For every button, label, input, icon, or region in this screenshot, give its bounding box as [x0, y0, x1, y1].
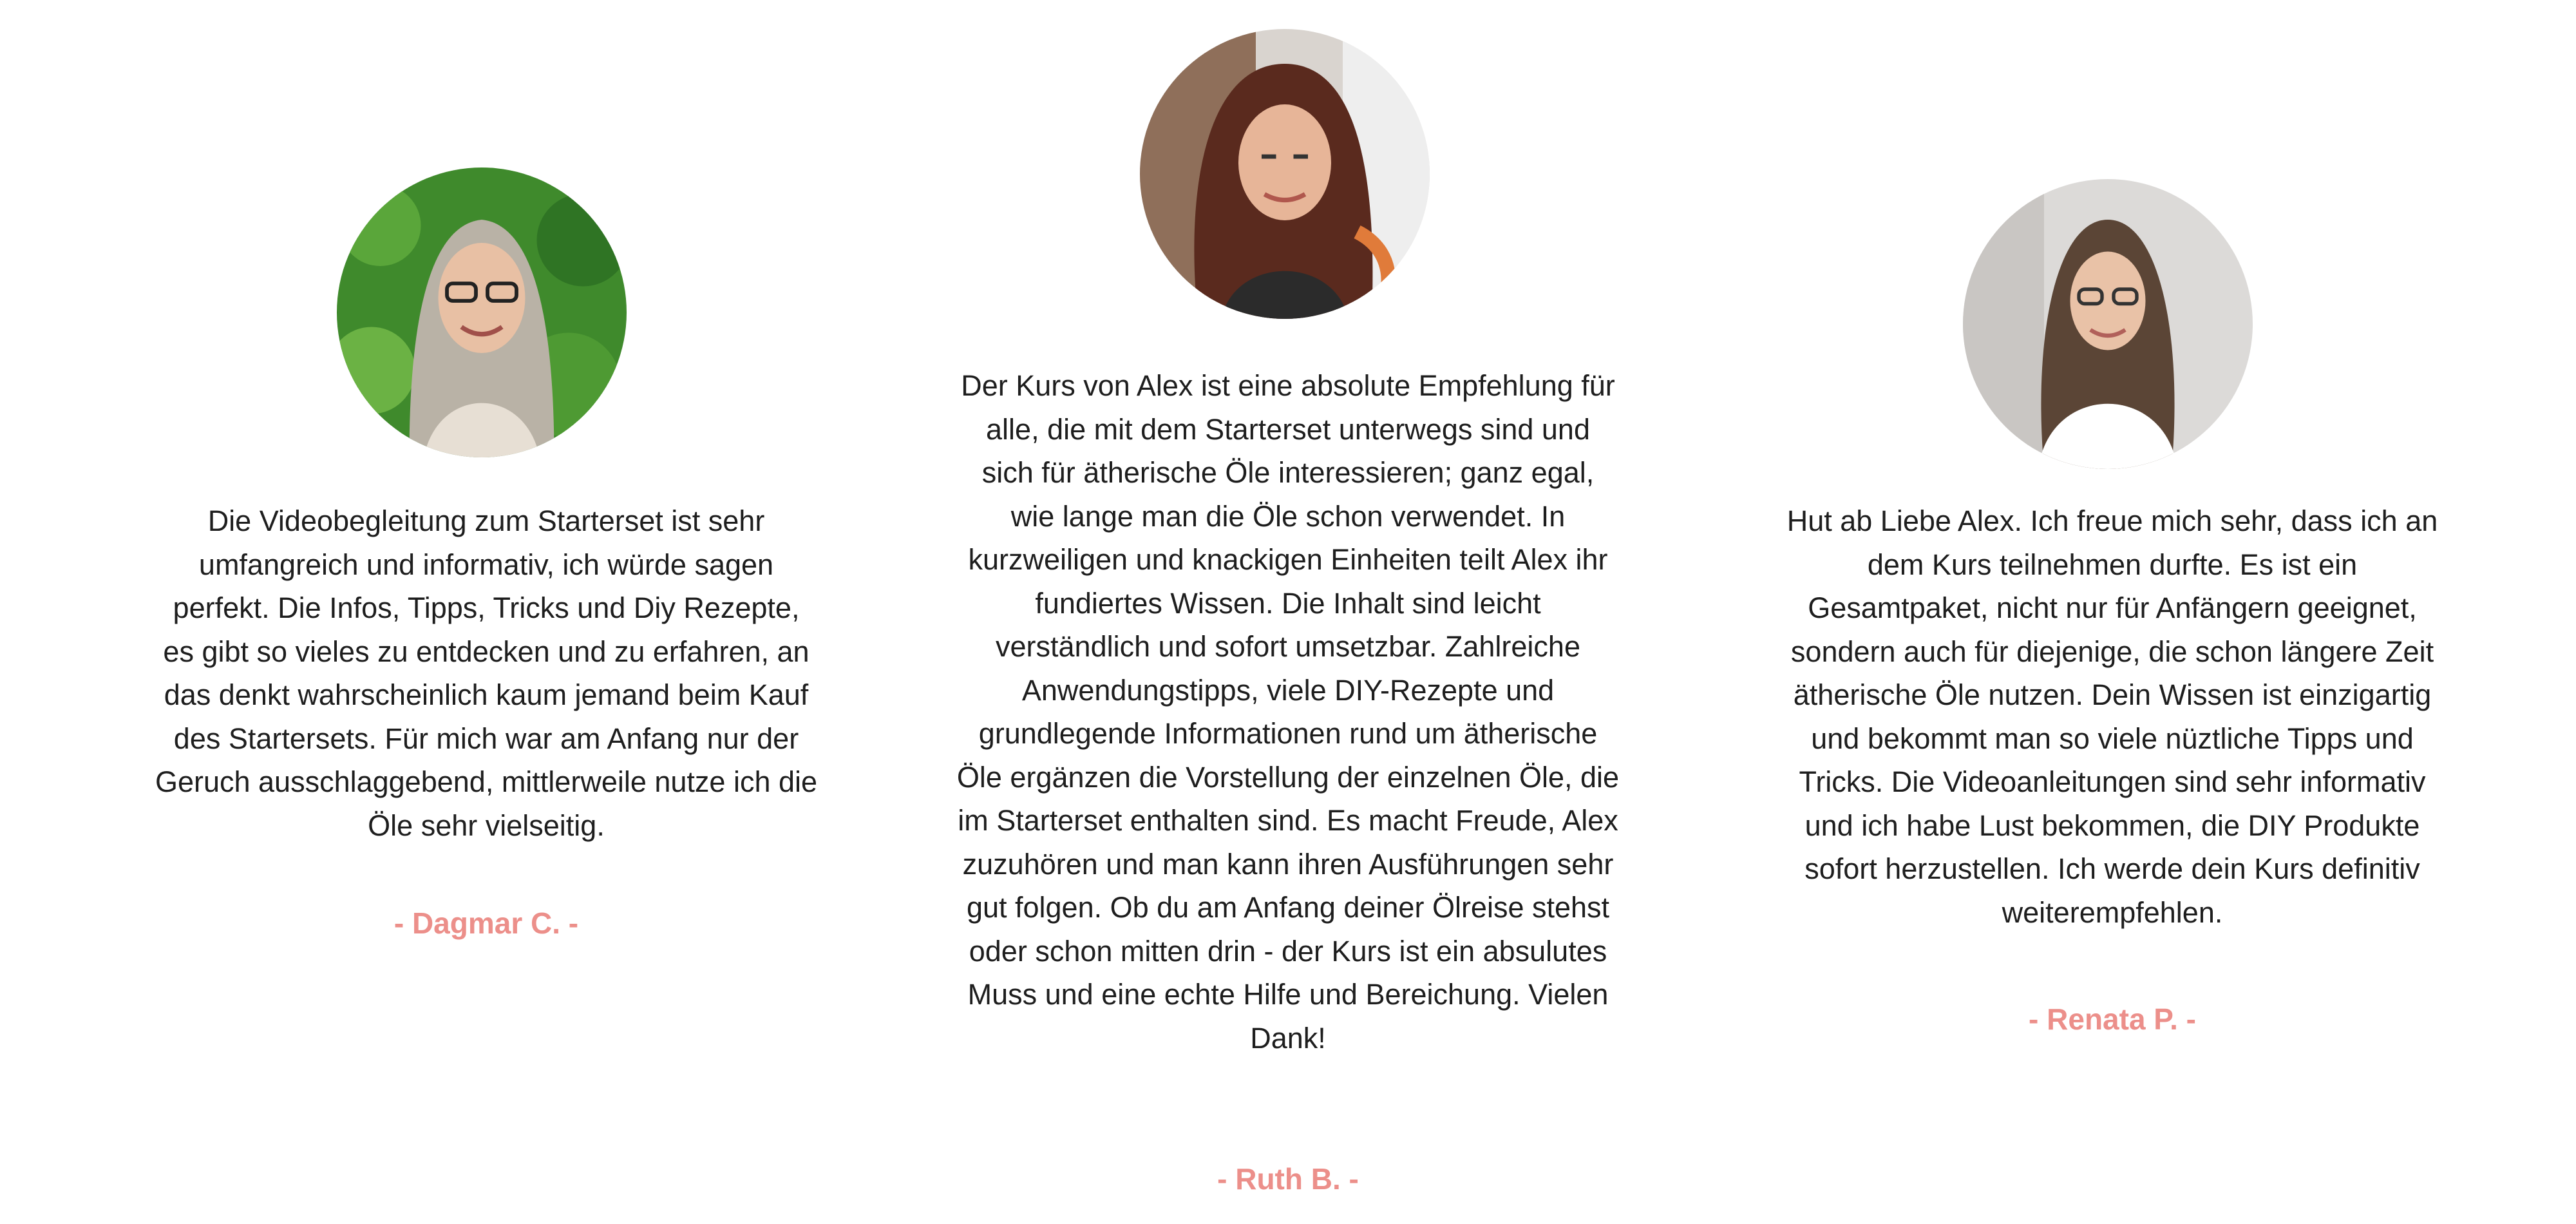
avatar: [1963, 179, 2253, 469]
testimonial-author: - Dagmar C. -: [393, 906, 579, 940]
avatar: [337, 167, 627, 457]
portrait-photo-icon: [1140, 29, 1430, 319]
testimonial-card-dagmar: [155, 0, 818, 1224]
avatar: [1140, 29, 1430, 319]
testimonial-quote: Die Videobegleitung zum Starterset ist sehr umfangreich und informativ, ich würde sagen perfekt. Die Infos, Tipps, Tricks und Diy Rezepte, es gibt so vieles zu entdecken und zu erfahren, an das denkt wahrscheinlich kaum jemand beim Kauf des Startersets. Für mich war am Anfang nur der Geruch ausschlaggebend, mittlerweile nutze ich die Öle sehr vielseitig.: [155, 504, 818, 842]
portrait-photo-icon: [337, 167, 627, 457]
testimonial-quote: Der Kurs von Alex ist eine absolute Empfehlung für alle, die mit dem Starterset unterwegs sind und sich für ätherische Öle interessieren; ganz egal, wie lange man die Öle schon verwendet. In kurzweiligen und knackigen Einheiten teilt Alex ihr fundiertes Wissen. Die Inhalt sind leicht verständlich und sofort umsetzbar. Zahlreiche Anwendungstipps, viele DIY-Rezepte und grundlegende Informationen rund um ätherische Öle ergänzen die Vorstellung der einzelnen Öle, die im Starterset enthalten sind. Es macht Freude, Alex zuzuhören und man kann ihren Ausführungen sehr gut folgen. Ob du am Anfang deiner Ölreise stehst oder schon mitten drin - der Kurs ist ein absulutes Muss und eine echte Hilfe und Bereichung. Vielen Dank!: [956, 369, 1620, 1055]
testimonial-quote: Hut ab Liebe Alex. Ich freue mich sehr, dass ich an dem Kurs teilnehmen durfte. Es ist ein Gesamtpaket, nicht nur für Anfängern geeignet, sondern auch für diejenige, die schon längere Zeit ätherische Öle nutzen. Dein Wissen ist einzigartig und bekommt man so viele nüztliche Tipps und Tricks. Die Videoanleitungen sind sehr informativ und ich habe Lust bekommen, die DIY Produkte sofort herzustellen. Ich werde dein Kurs definitiv weiterempfehlen.: [1786, 504, 2438, 929]
testimonial-author: - Ruth B. -: [1217, 1162, 1359, 1196]
testimonial-card-ruth: [956, 0, 1620, 1224]
portrait-photo-icon: [1963, 179, 2253, 469]
testimonial-author: - Renata P. -: [2029, 1002, 2196, 1036]
testimonial-card-renata: [1781, 0, 2444, 1224]
